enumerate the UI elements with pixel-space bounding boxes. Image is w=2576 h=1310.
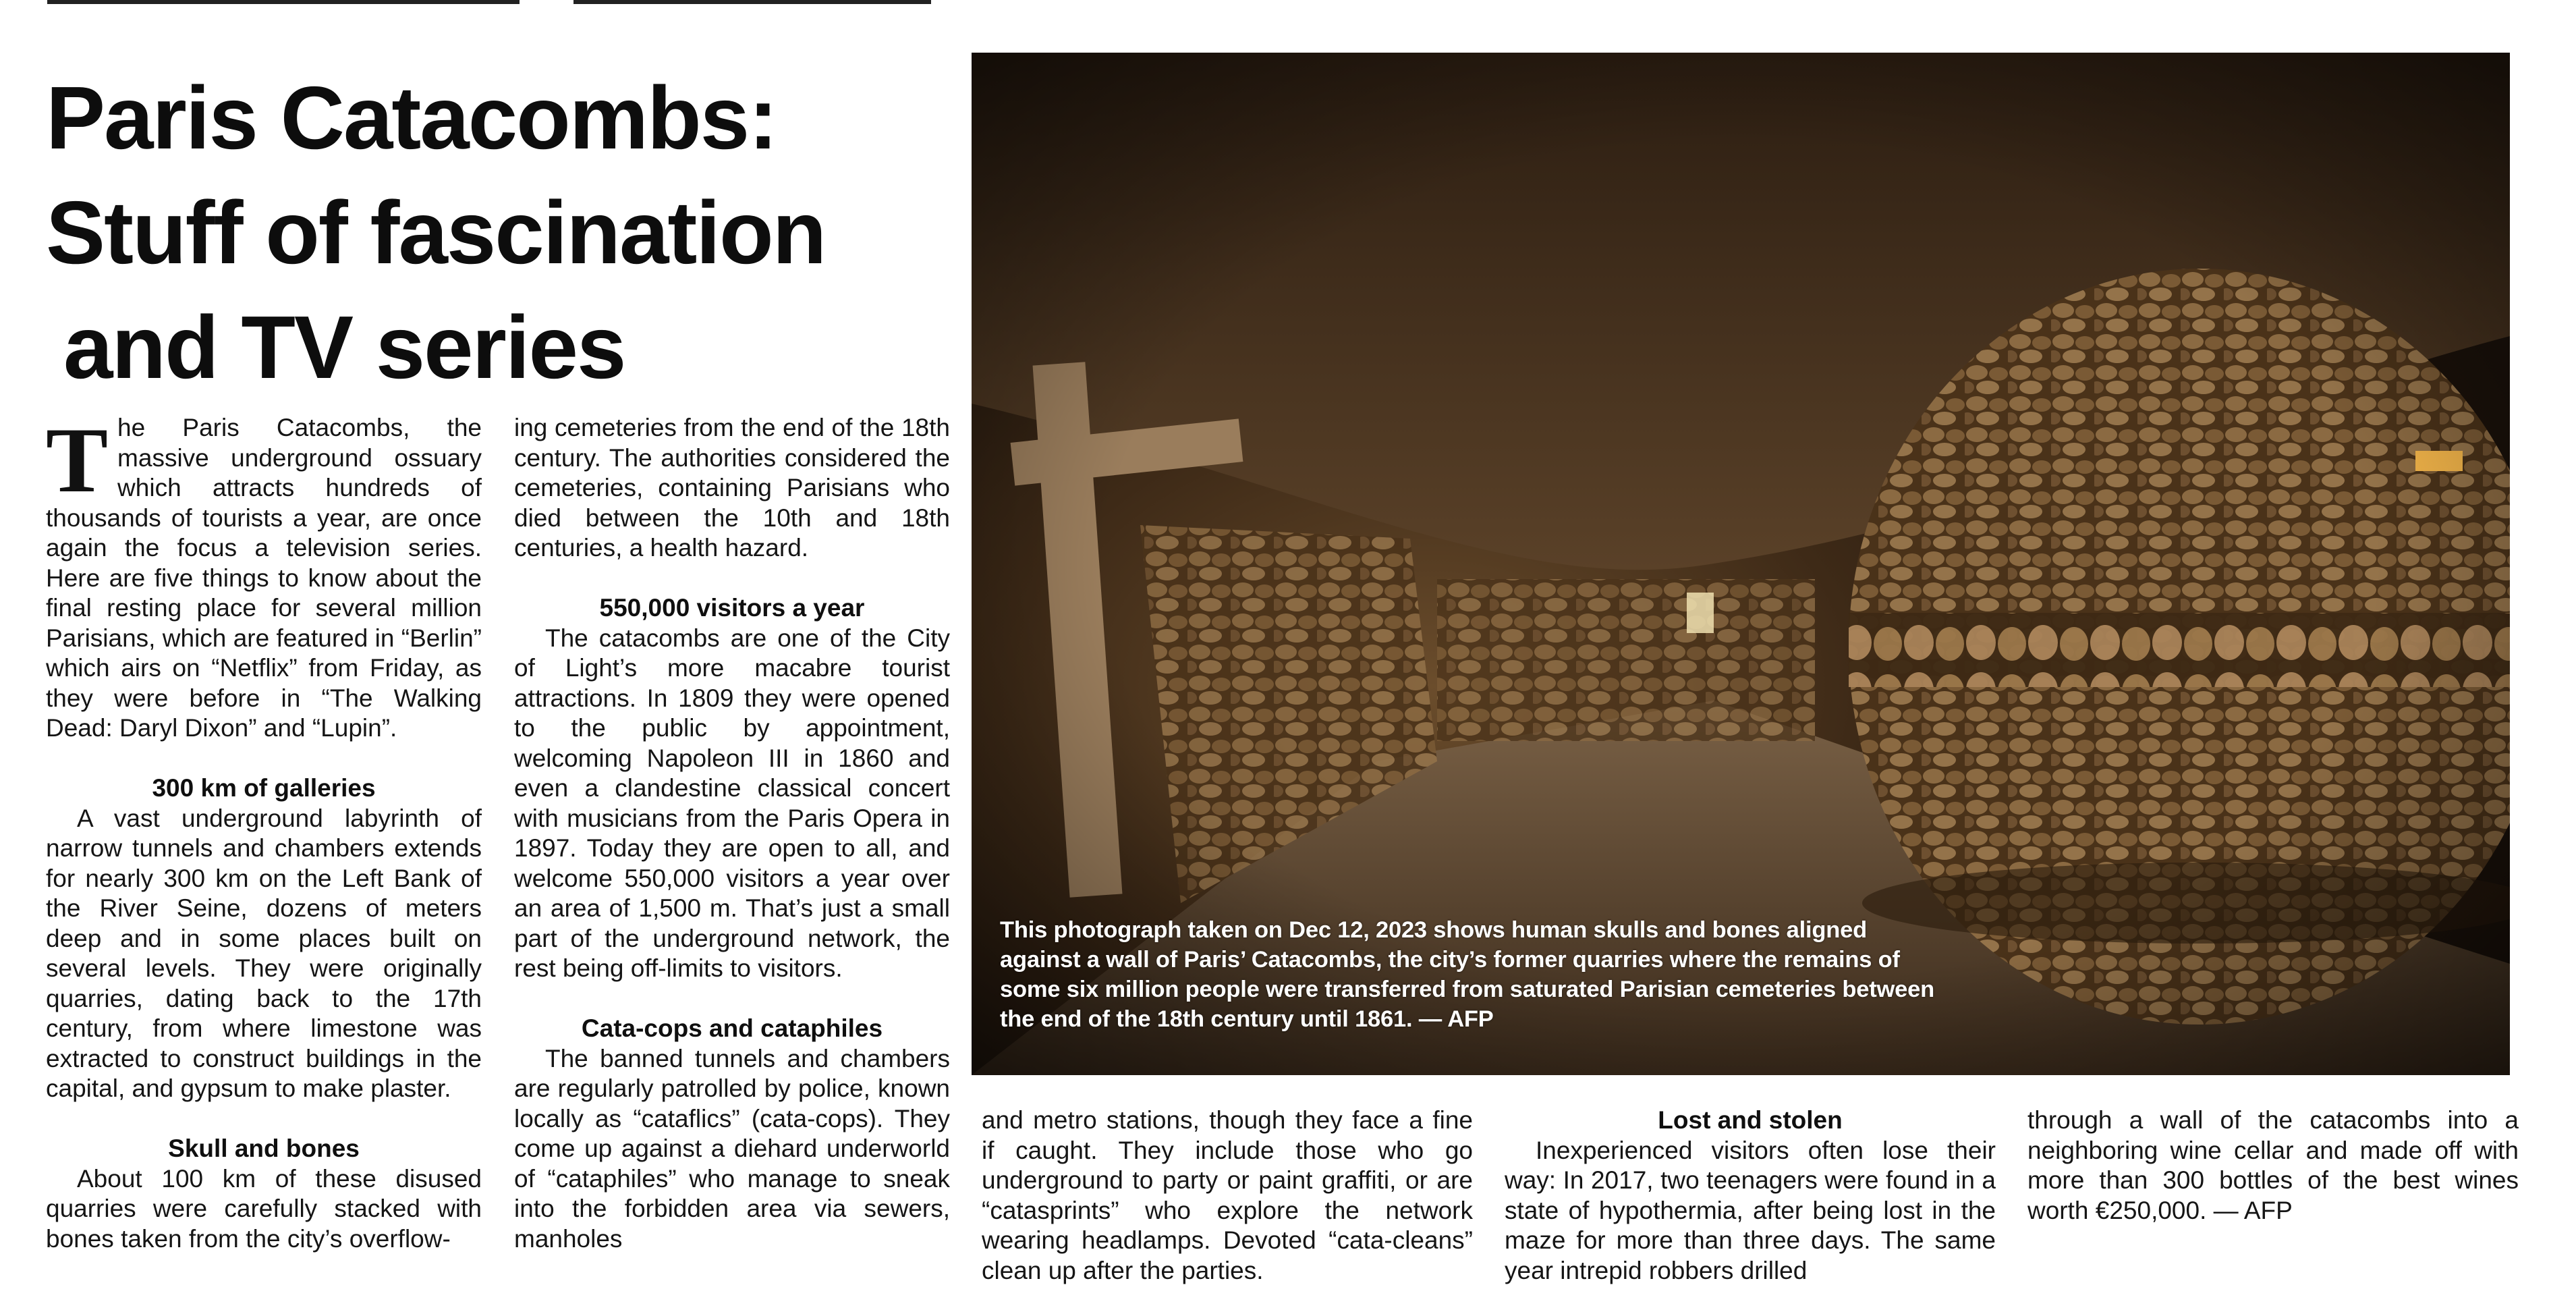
text-column-2 (514, 413, 950, 1254)
subhead-galleries: 300 km of galleries (152, 774, 376, 802)
headline-line-1: Paris Catacombs: (46, 68, 777, 167)
drop-cap: T (46, 408, 109, 512)
subhead-lost-and-stolen: Lost and stolen (1658, 1106, 1843, 1134)
lost-body-part-2: through a wall of the catacombs into a neighboring wine cellar and made off with more than 300 bottles of the best wines worth €250,000. — AFP (2027, 1106, 2519, 1224)
catacops-body-part-2: and metro stations, though they face a fine if caught. They include those who go underground to party or paint graffiti, or are “catasprints” who explore the network wearing headlamps. Devoted “cata-cleans” clean up after the parties. (982, 1106, 1473, 1284)
text-column-1 (46, 408, 482, 1254)
top-divider-right (573, 0, 931, 4)
lost-body-part-1: Inexperienced visitors often lose their way: In 2017, two teenagers were found in a state of hypothermia, after being lost in the maze for more than three days. The same year intrepid robbers drilled (1505, 1136, 1996, 1284)
text-column-5 (2027, 1106, 2519, 1226)
skull-body-part-2: ing cemeteries from the end of the 18th century. The authorities considered the cemeteries, containing Parisians who died between the 10th and 18th centuries, a health hazard. (514, 414, 950, 562)
subhead-visitors: 550,000 visitors a year (599, 594, 865, 622)
skull-body-part-1: About 100 km of these disused quarries were carefully stacked with bones taken from the city’s overflow- (46, 1164, 482, 1253)
subhead-skull-and-bones: Skull and bones (168, 1135, 360, 1162)
top-divider-left (47, 0, 520, 4)
headline-line-3: and TV series (63, 298, 625, 397)
galleries-body: A vast underground labyrinth of narrow tunnels and chambers extends for nearly 300 km on the Left Bank of the River Seine, dozens of meters deep and in some places built on several levels. They were originally quarries, dating back to the 17th century, from where limestone was extracted to construct buildings in the capital, and gypsum to make plaster. (46, 804, 482, 1102)
intro-paragraph (46, 408, 482, 744)
intro-text: he Paris Catacombs, the massive underground ossuary which attracts hundreds of thousands of tourists a year, are once again the focus a television series. Here are five things to know about the final resting place for several million Parisians, which are featured in “Berlin” which airs on “Netflix” from Friday, as they were before in “The Walking Dead: Daryl Dixon” and “Lupin”. (46, 414, 482, 742)
catacops-body-part-1: The banned tunnels and chambers are regularly patrolled by police, known locally as “cataflics” (cata-cops). They come up against a diehard underworld of “cataphiles” who manage to sneak into the forbidden area via sewers, manholes (514, 1044, 950, 1253)
subhead-cata-cops: Cata-cops and cataphiles (581, 1014, 883, 1042)
text-column-4 (1505, 1106, 1996, 1286)
headline-line-2: Stuff of fascination (46, 183, 826, 282)
text-column-3 (982, 1106, 1473, 1286)
visitors-body: The catacombs are one of the City of Light’s more macabre tourist attractions. In 1809 they were opened to the public by appointment, welcoming Napoleon III in 1860 and even a clandestine classical concert with musicians from the Paris Opera in 1897. Today they are open to all, and welcome 550,000 visitors a year over an area of 1,500 m. That’s just a small part of the underground network, the rest being off-limits to visitors. (514, 624, 950, 982)
photo-caption: This photograph taken on Dec 12, 2023 shows human skulls and bones aligned against a wall of Paris’ Catacombs, the city’s former quarries where the remains of some six million people were transferred from saturated Parisian cemeteries between the end of the 18th century until 1861. — AFP (1000, 917, 1935, 1032)
article-headline (46, 61, 950, 405)
catacombs-photo (972, 53, 2510, 1075)
